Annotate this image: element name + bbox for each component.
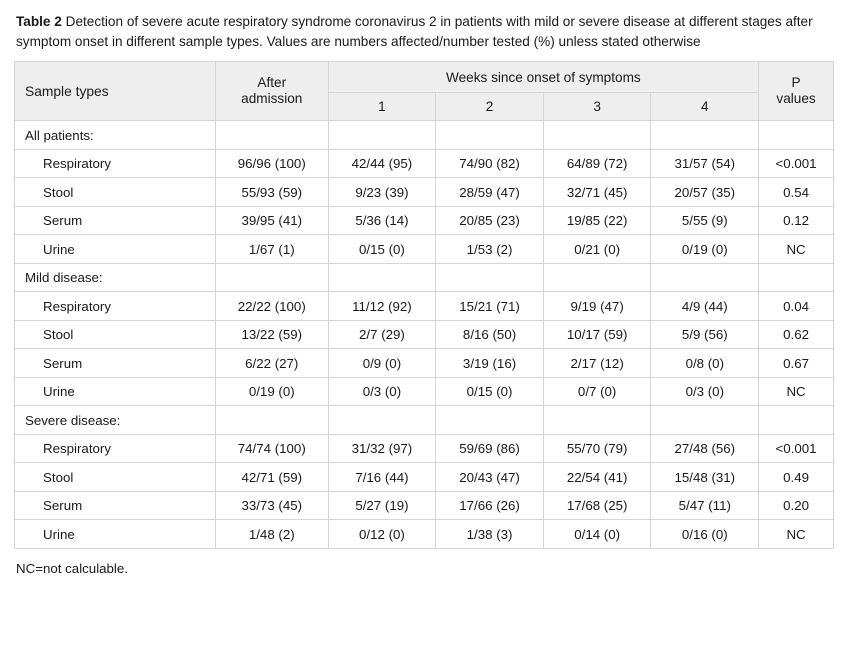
table-cell: 55/93 (59) — [215, 178, 328, 207]
table-cell: 20/57 (35) — [651, 178, 759, 207]
table-body — [15, 121, 834, 549]
table-cell: 5/27 (19) — [328, 491, 436, 520]
table-cell — [328, 121, 436, 150]
column-header-weeks-group: Weeks since onset of symptoms — [328, 62, 758, 93]
table-cell — [759, 121, 834, 150]
table-row — [15, 491, 834, 520]
table-cell: 11/12 (92) — [328, 292, 436, 321]
table-cell: 32/71 (45) — [543, 178, 651, 207]
table-cell: 55/70 (79) — [543, 434, 651, 463]
table-cell — [759, 406, 834, 435]
table-cell: 0/3 (0) — [328, 377, 436, 406]
column-header-week-4: 4 — [651, 93, 759, 121]
row-group-label: All patients: — [15, 121, 216, 150]
table-cell: 0/14 (0) — [543, 520, 651, 549]
table-cell — [651, 406, 759, 435]
table-cell — [328, 263, 436, 292]
row-label: Respiratory — [15, 149, 216, 178]
table-cell: 0.67 — [759, 349, 834, 378]
table-cell: 13/22 (59) — [215, 320, 328, 349]
row-label: Stool — [15, 463, 216, 492]
table-cell: 59/69 (86) — [436, 434, 544, 463]
column-header-p-values — [759, 62, 834, 121]
table-row — [15, 463, 834, 492]
table-cell: 1/53 (2) — [436, 235, 544, 264]
table-row — [15, 377, 834, 406]
table-cell: 0/15 (0) — [436, 377, 544, 406]
table-cell: 0/7 (0) — [543, 377, 651, 406]
table-cell: 64/89 (72) — [543, 149, 651, 178]
table-cell — [543, 121, 651, 150]
row-label: Stool — [15, 320, 216, 349]
table-cell — [759, 263, 834, 292]
row-group-label: Mild disease: — [15, 263, 216, 292]
table-cell: 0/19 (0) — [651, 235, 759, 264]
table-cell: NC — [759, 520, 834, 549]
table-row — [15, 406, 834, 435]
table-cell: 19/85 (22) — [543, 206, 651, 235]
table-row — [15, 349, 834, 378]
table-cell: 0.04 — [759, 292, 834, 321]
data-table — [14, 61, 834, 549]
table-cell: 9/23 (39) — [328, 178, 436, 207]
table-cell: 0.62 — [759, 320, 834, 349]
table-header-row-1 — [15, 62, 834, 93]
table-cell: NC — [759, 377, 834, 406]
table-cell: 74/74 (100) — [215, 434, 328, 463]
table-cell: 31/32 (97) — [328, 434, 436, 463]
table-row — [15, 320, 834, 349]
table-cell: <0.001 — [759, 149, 834, 178]
table-cell: 15/21 (71) — [436, 292, 544, 321]
table-cell: 0/21 (0) — [543, 235, 651, 264]
table-cell: 17/68 (25) — [543, 491, 651, 520]
table-cell: 28/59 (47) — [436, 178, 544, 207]
table-cell: 22/54 (41) — [543, 463, 651, 492]
row-label: Urine — [15, 235, 216, 264]
table-cell: 17/66 (26) — [436, 491, 544, 520]
table-cell: 0/9 (0) — [328, 349, 436, 378]
table-cell: 0/8 (0) — [651, 349, 759, 378]
table-cell — [215, 263, 328, 292]
table-cell: 5/36 (14) — [328, 206, 436, 235]
table-cell: 0/3 (0) — [651, 377, 759, 406]
table-cell: 0.12 — [759, 206, 834, 235]
table-row — [15, 263, 834, 292]
table-cell: 20/43 (47) — [436, 463, 544, 492]
table-cell: 5/9 (56) — [651, 320, 759, 349]
table-cell: 42/44 (95) — [328, 149, 436, 178]
row-label: Urine — [15, 377, 216, 406]
table-cell: 0/12 (0) — [328, 520, 436, 549]
table-cell — [436, 406, 544, 435]
table-cell: 0/16 (0) — [651, 520, 759, 549]
column-header-week-1: 1 — [328, 93, 436, 121]
row-label: Serum — [15, 206, 216, 235]
table-cell: 2/17 (12) — [543, 349, 651, 378]
table-caption-label: Table 2 — [16, 14, 62, 29]
row-label: Serum — [15, 349, 216, 378]
table-cell: 27/48 (56) — [651, 434, 759, 463]
row-label: Urine — [15, 520, 216, 549]
table-cell: 31/57 (54) — [651, 149, 759, 178]
table-footnote: NC=not calculable. — [16, 560, 128, 576]
table-row — [15, 121, 834, 150]
table-row — [15, 520, 834, 549]
column-header-sample-types: Sample types — [15, 62, 216, 121]
table-cell: 1/38 (3) — [436, 520, 544, 549]
table-cell: NC — [759, 235, 834, 264]
table-cell — [215, 121, 328, 150]
table-cell: 2/7 (29) — [328, 320, 436, 349]
table-cell — [215, 406, 328, 435]
column-header-after-admission — [215, 62, 328, 121]
table-cell: 74/90 (82) — [436, 149, 544, 178]
column-header-week-3: 3 — [543, 93, 651, 121]
table-cell — [543, 406, 651, 435]
table-cell: 0/19 (0) — [215, 377, 328, 406]
table-cell: 22/22 (100) — [215, 292, 328, 321]
table-cell — [651, 263, 759, 292]
table-cell: 5/55 (9) — [651, 206, 759, 235]
table-cell: 9/19 (47) — [543, 292, 651, 321]
after-admission-line-2: admission — [241, 91, 303, 107]
table-cell — [436, 263, 544, 292]
table-row — [15, 235, 834, 264]
row-label: Serum — [15, 491, 216, 520]
table-row — [15, 149, 834, 178]
after-admission-line-1: After — [257, 75, 287, 91]
table-cell: 8/16 (50) — [436, 320, 544, 349]
row-label: Respiratory — [15, 292, 216, 321]
table-cell: 0.49 — [759, 463, 834, 492]
table-caption — [16, 12, 828, 51]
table-cell: 7/16 (44) — [328, 463, 436, 492]
table-cell: 3/19 (16) — [436, 349, 544, 378]
table-cell: 0/15 (0) — [328, 235, 436, 264]
table-cell: 1/48 (2) — [215, 520, 328, 549]
table-cell: 42/71 (59) — [215, 463, 328, 492]
table-cell: 4/9 (44) — [651, 292, 759, 321]
table-cell: 20/85 (23) — [436, 206, 544, 235]
table-caption-body: Detection of severe acute respiratory syndrome coronavirus 2 in patients with mild or severe disease at different stages after symptom onset in different sample types. Values are numbers affected/number tested (%) unless stated otherwise — [16, 14, 813, 49]
table-caption-text — [16, 14, 813, 49]
table-cell: 39/95 (41) — [215, 206, 328, 235]
table-cell — [543, 263, 651, 292]
table-cell — [436, 121, 544, 150]
row-label: Stool — [15, 178, 216, 207]
table-cell: 10/17 (59) — [543, 320, 651, 349]
table-cell: 96/96 (100) — [215, 149, 328, 178]
table-cell: 1/67 (1) — [215, 235, 328, 264]
table-cell — [328, 406, 436, 435]
table-cell: 0.54 — [759, 178, 834, 207]
table-cell — [651, 121, 759, 150]
p-values-line-2: values — [776, 91, 816, 107]
table-cell: <0.001 — [759, 434, 834, 463]
table-row — [15, 292, 834, 321]
p-values-line-1: P — [791, 75, 801, 91]
column-header-week-2: 2 — [436, 93, 544, 121]
row-group-label: Severe disease: — [15, 406, 216, 435]
table-row — [15, 434, 834, 463]
table-header — [15, 62, 834, 121]
table-cell: 5/47 (11) — [651, 491, 759, 520]
table-cell: 33/73 (45) — [215, 491, 328, 520]
table-cell: 15/48 (31) — [651, 463, 759, 492]
row-label: Respiratory — [15, 434, 216, 463]
table-row — [15, 206, 834, 235]
table-cell: 6/22 (27) — [215, 349, 328, 378]
table-row — [15, 178, 834, 207]
table-cell: 0.20 — [759, 491, 834, 520]
